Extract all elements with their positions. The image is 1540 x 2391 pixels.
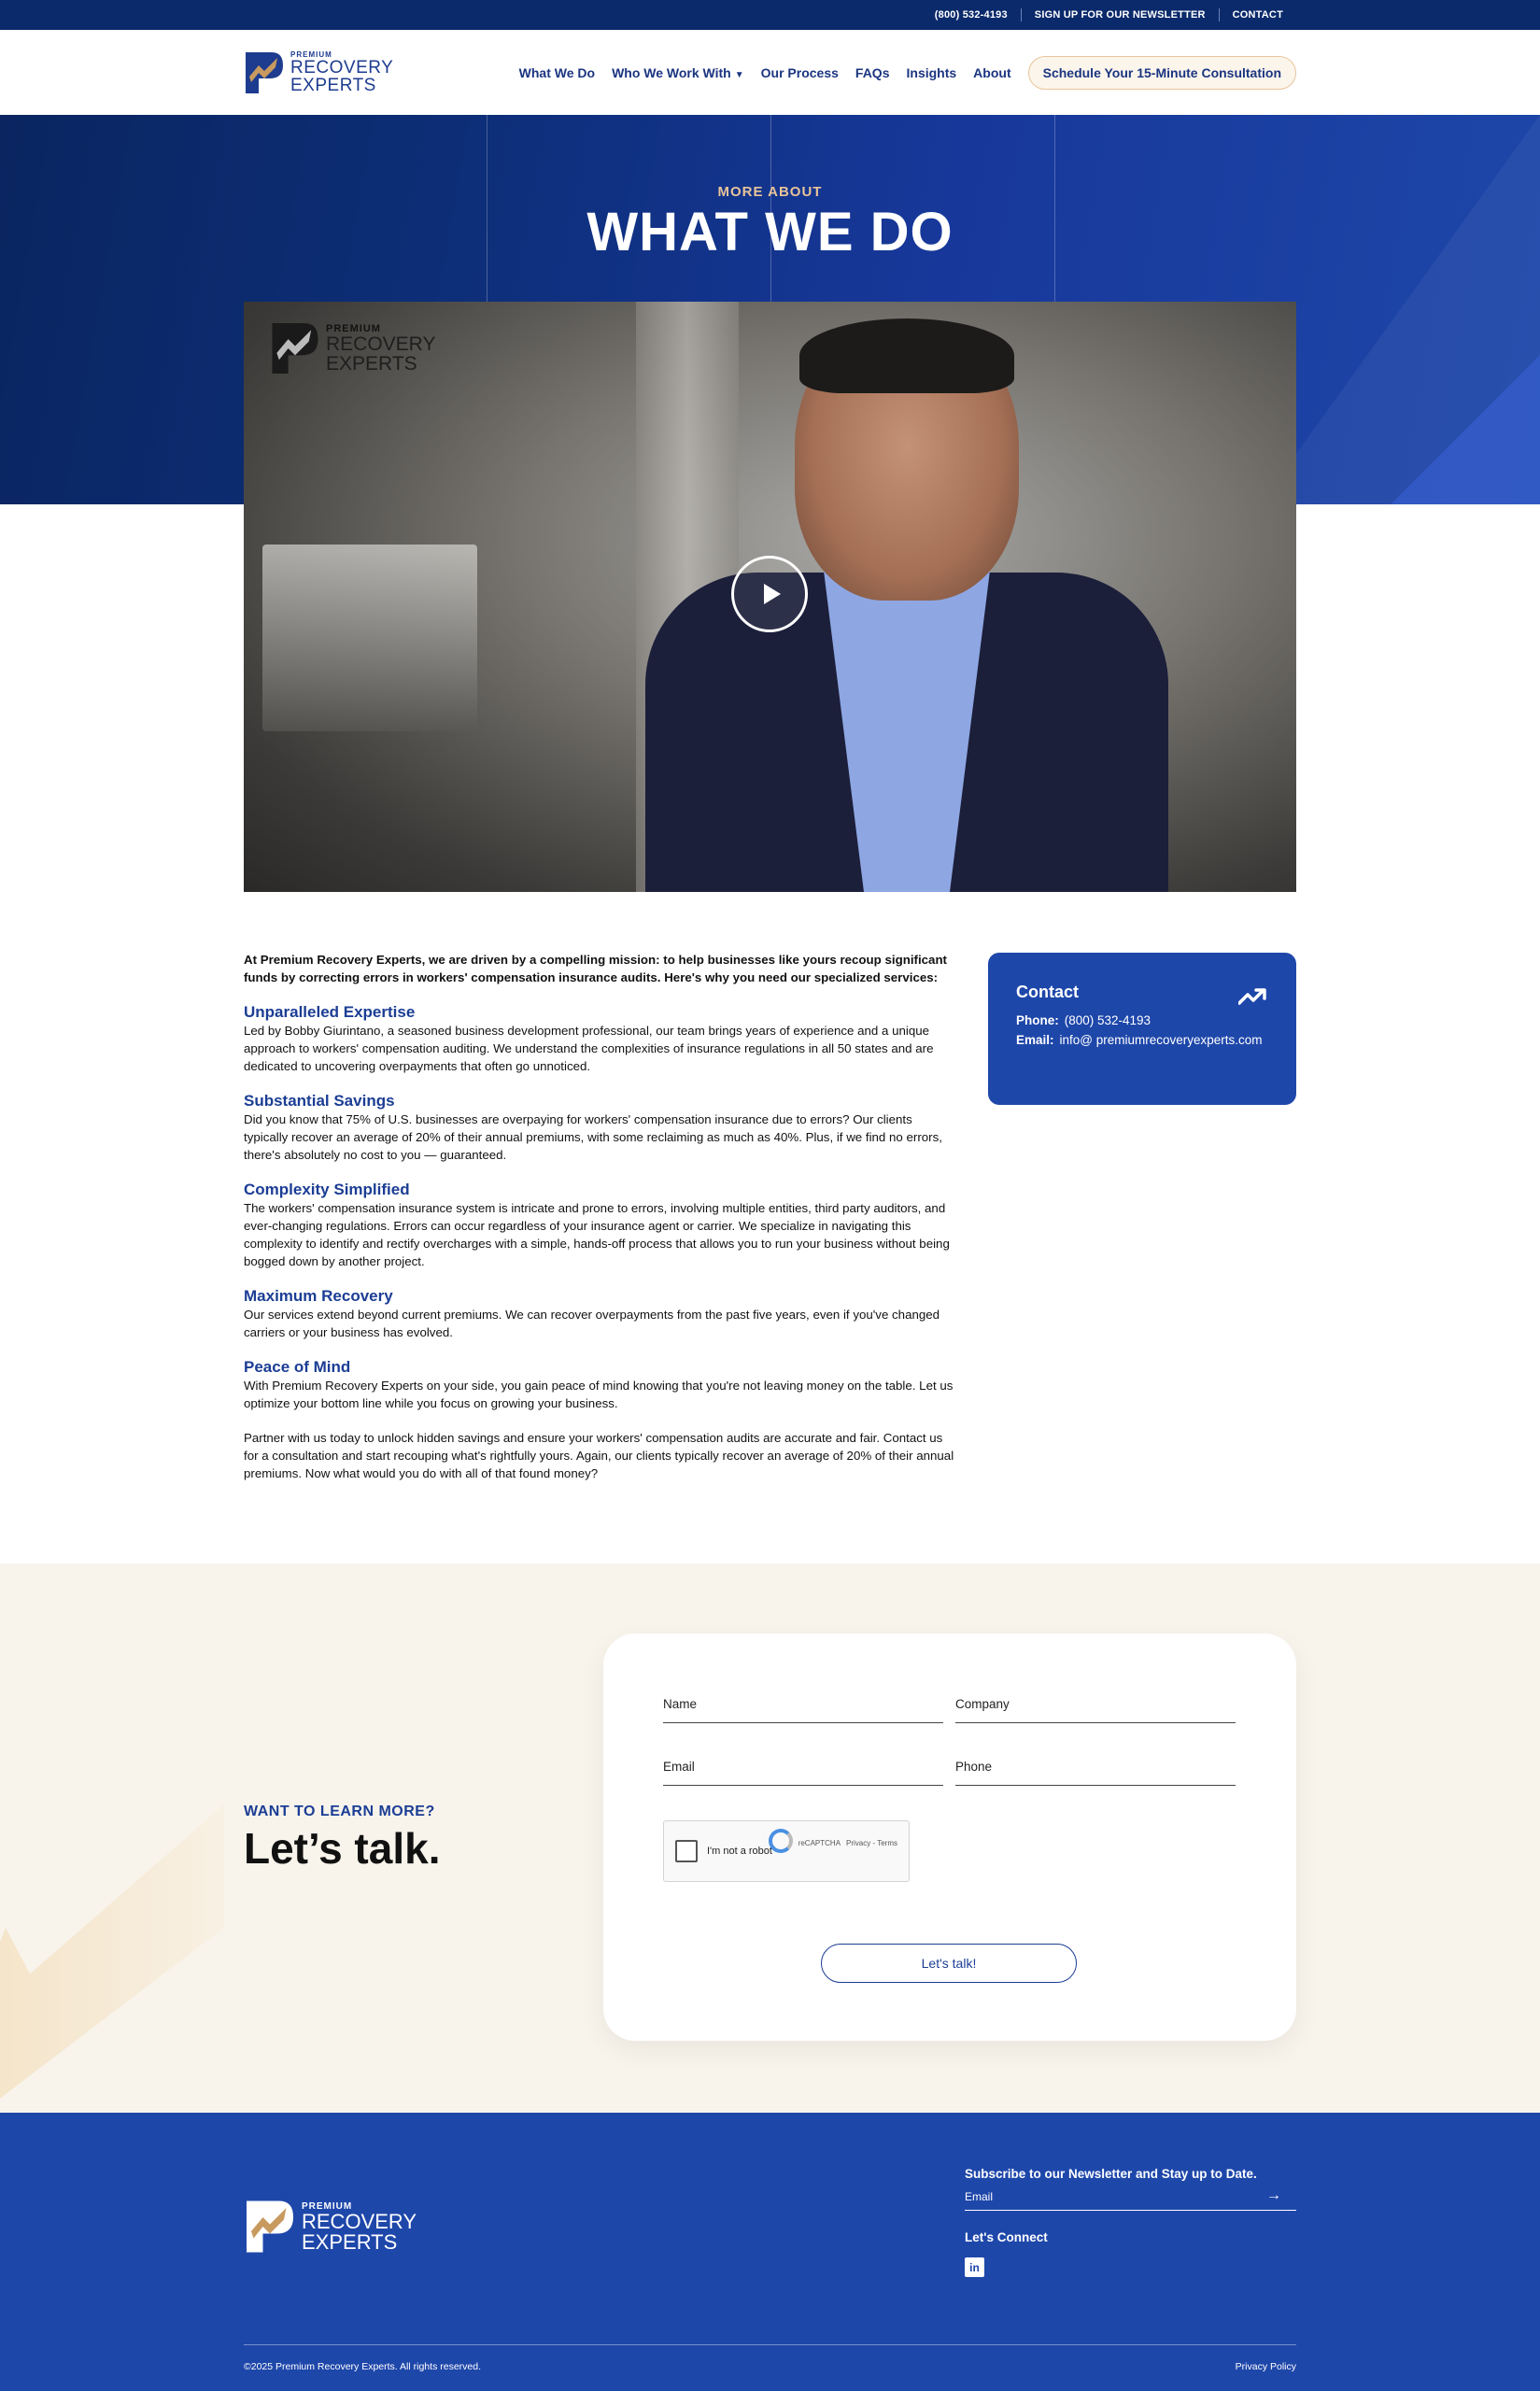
intro-video[interactable] [244, 302, 1296, 892]
company-field-label: Company [955, 1697, 1010, 1711]
nav-who-we-work-with-label: Who We Work With [612, 64, 731, 80]
footer-logo-text [302, 2201, 417, 2253]
top-utility-bar [0, 0, 1540, 30]
section-heading: Maximum Recovery [244, 1287, 393, 1305]
footer-logo-premium: PREMIUM [302, 2200, 353, 2212]
nav-faqs[interactable]: FAQs [855, 64, 890, 80]
logo-experts: EXPERTS [290, 75, 376, 95]
submit-button[interactable]: Let's talk! [821, 1944, 1077, 1983]
contact-email-label: Email: [1016, 1033, 1054, 1047]
logo-mark-icon [244, 2199, 296, 2255]
contact-phone-link[interactable]: (800) 532-4193 [1064, 1013, 1151, 1027]
logo-recovery: RECOVERY [290, 57, 394, 78]
nav-what-we-do[interactable]: What We Do [518, 64, 596, 80]
phone-field[interactable] [955, 1760, 1236, 1786]
name-field[interactable] [663, 1697, 943, 1723]
section-body: Did you know that 75% of U.S. businesses are overpaying for workers' compensation insurance due to errors? Our clients typically recover an average of 20% of their annual premiums, with some reclaiming as much as 40%. Plus, if we find no errors, there's absolutely no cost to you — guaranteed. [244, 1112, 942, 1162]
footer-divider [244, 2344, 1296, 2345]
video-logo-text [326, 323, 435, 374]
contact-form-section [0, 1563, 1540, 2113]
contact-phone-label: Phone: [1016, 1013, 1059, 1027]
closing-text: Partner with us today to unlock hidden savings and ensure your workers' compensation audits are accurate and fair. Contact us for a consultation and start recouping what's rightfully yours. Again, our clients typically recover an average of 20% of their annual premiums. Now what would you do with all of that found money? [244, 1431, 954, 1480]
nav-our-process[interactable]: Our Process [760, 64, 839, 80]
contact-phone-row [1016, 1013, 1268, 1027]
intro-text: At Premium Recovery Experts, we are driven by a compelling mission: to help businesses like yours recoup significant funds by correcting errors in workers' compensation insurance audits. Here's why you need our specialized services: [244, 953, 947, 984]
newsletter-title: Subscribe to our Newsletter and Stay up to Date. [965, 2167, 1257, 2181]
hero-decoration [1391, 355, 1540, 504]
site-header [0, 30, 1540, 115]
logo-mark-icon [244, 50, 285, 95]
section-body: With Premium Recovery Experts on your side, you gain peace of mind knowing that you're not leaving money on the table. Let us optimize your bottom line while you focus on growing your business. [244, 1379, 954, 1410]
section-body: Our services extend beyond current premiums. We can recover overpayments from the past five years, even if you've changed carriers or your business has evolved. [244, 1308, 940, 1339]
section-heading: Unparalleled Expertise [244, 1003, 416, 1021]
hero-subtitle: MORE ABOUT [717, 184, 823, 200]
contact-card [988, 953, 1296, 1105]
contact-link[interactable]: CONTACT [1232, 9, 1283, 21]
name-field-label: Name [663, 1697, 698, 1711]
logo-premium: PREMIUM [290, 50, 332, 59]
footer-logo[interactable] [244, 2199, 417, 2255]
nav-insights[interactable]: Insights [906, 64, 957, 80]
section-body: Led by Bobby Giurintano, a seasoned business development professional, our team brings years of experience and a unique approach to workers' compensation auditing. We understand the complexities of insurance regulations in all 50 states and are dedicated to uncovering overpayments that often go unnoticed. [244, 1024, 934, 1073]
footer-logo-experts: EXPERTS [302, 2229, 398, 2254]
main-nav [519, 56, 1296, 90]
copyright-text: ©2025 Premium Recovery Experts. All rights reserved. [244, 2361, 481, 2372]
section-heading: Substantial Savings [244, 1092, 395, 1110]
recaptcha-terms[interactable]: Privacy - Terms [846, 1838, 897, 1847]
nav-who-we-work-with[interactable] [612, 65, 744, 80]
chevron-down-icon: ▼ [734, 69, 744, 80]
recaptcha-logo [769, 1829, 897, 1857]
contact-email-link[interactable]: info@ premiumrecoveryexperts.com [1059, 1033, 1263, 1047]
video-logo-recovery: RECOVERY [326, 333, 436, 355]
phone-field-label: Phone [955, 1760, 993, 1774]
contact-card-title: Contact [1016, 983, 1079, 1001]
section-body: The workers' compensation insurance system is intricate and prone to errors, involving multiple entities, third party auditors, and ever-changing regulations. Errors can occur regardless of your insurance agent or carrier. We specialize in navigating this complexity to identify and rectify overcharges with a simple, hands-off process that allows you to run your business without being bogged down by another project. [244, 1201, 950, 1268]
privacy-policy-link[interactable]: Privacy Policy [1235, 2361, 1296, 2372]
recaptcha-brand: reCAPTCHA [798, 1838, 841, 1847]
logo-text [290, 51, 393, 94]
arrow-right-icon[interactable]: → [1266, 2187, 1281, 2203]
video-watermark-logo [270, 320, 435, 376]
recaptcha-label: I'm not a robot [707, 1846, 772, 1857]
nav-about[interactable]: About [973, 64, 1011, 80]
linkedin-icon[interactable]: in [965, 2257, 984, 2277]
recaptcha-icon [769, 1829, 793, 1853]
section-heading: Complexity Simplified [244, 1181, 410, 1198]
trending-up-icon [1238, 988, 1266, 1007]
talk-title: Let’s talk. [244, 1824, 441, 1873]
video-logo-experts: EXPERTS [326, 353, 417, 375]
email-field-label: Email [663, 1760, 695, 1774]
contact-email-row [1016, 1033, 1268, 1047]
section-decoration [0, 1804, 224, 2113]
section-heading: Peace of Mind [244, 1358, 351, 1376]
video-background [262, 545, 477, 731]
newsletter-email-placeholder: Email [965, 2190, 994, 2203]
contact-form [603, 1634, 1296, 2041]
hero-title: WHAT WE DO [586, 202, 954, 262]
video-person-hair [799, 318, 1014, 393]
connect-heading: Let's Connect [965, 2230, 1048, 2244]
main-content [244, 951, 958, 1499]
play-button[interactable] [731, 556, 808, 632]
site-footer [0, 2113, 1540, 2391]
newsletter-link[interactable]: SIGN UP FOR OUR NEWSLETTER [1034, 9, 1206, 21]
logo-mark-icon [270, 320, 320, 376]
video-logo-premium: PREMIUM [326, 323, 381, 334]
phone-link[interactable]: (800) 532-4193 [934, 9, 1008, 21]
talk-subtitle: WANT TO LEARN MORE? [244, 1804, 435, 1819]
company-field[interactable] [955, 1697, 1236, 1723]
schedule-consultation-button[interactable]: Schedule Your 15-Minute Consultation [1028, 56, 1296, 90]
recaptcha-widget [663, 1820, 910, 1882]
footer-logo-recovery: RECOVERY [302, 2209, 417, 2233]
recaptcha-checkbox[interactable] [675, 1840, 698, 1862]
site-logo[interactable] [244, 50, 393, 95]
email-field[interactable] [663, 1760, 943, 1786]
newsletter-email-input[interactable] [965, 2187, 1296, 2211]
